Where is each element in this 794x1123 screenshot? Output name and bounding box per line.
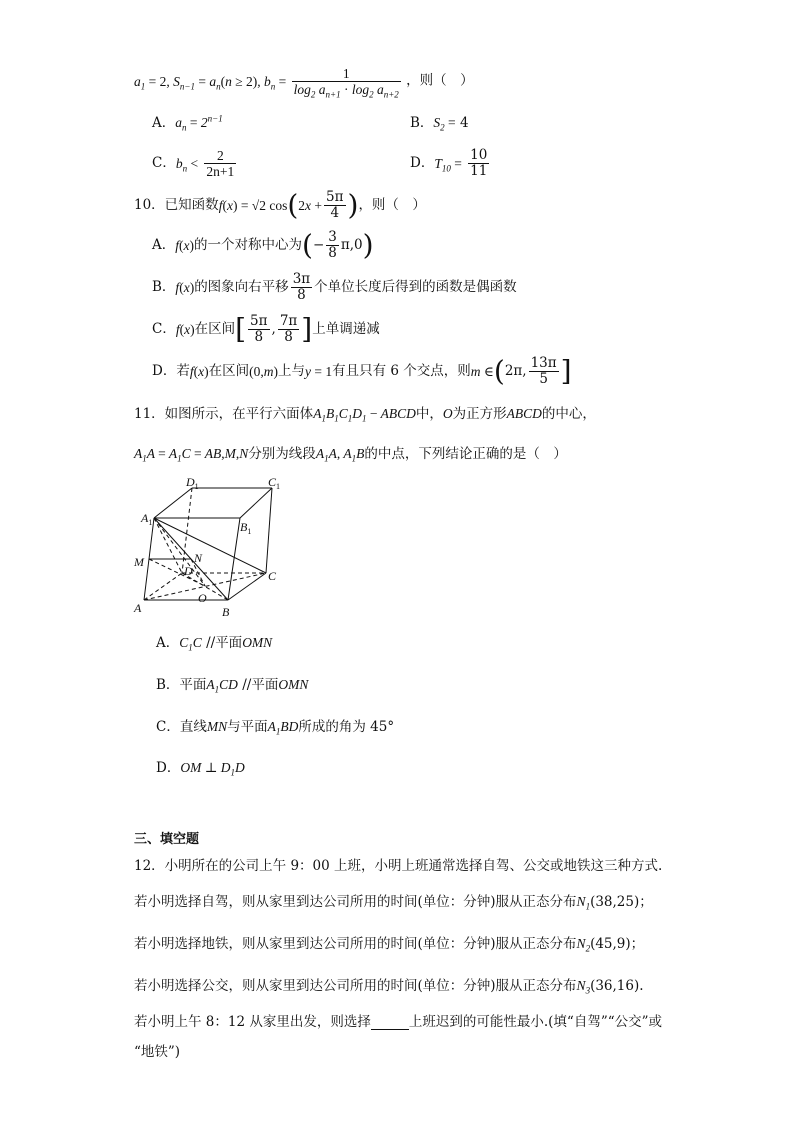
label-d1: $D_1$ [186, 478, 199, 491]
q10-option-d[interactable]: D．若f(x)在区间(0,m)上与y = 1有且只有 6 个交点，则m ∈(2π, $\frac{13\pi}{5}$ ] [152, 354, 572, 388]
q9-option-a[interactable]: A．$a_n = 2^{n-1}$ [152, 113, 223, 133]
q9-option-d[interactable]: D．$T_{10}$ = $\frac{10}{11}$ [410, 147, 488, 179]
q10-stem: 10．已知函数f(x) = √2 cos(2x + $\frac{5\pi}{4}$ )，则（ ） [134, 188, 426, 222]
q10-option-c[interactable]: C．f(x)在区间[ $\frac{5\pi}{8}$ , $\frac{7\pi}{8}$ ]上单调递减 [152, 312, 380, 346]
label-n: N [194, 551, 203, 565]
label-o: O [198, 591, 207, 605]
q9-option-c[interactable]: C．$b_n$ < $\frac{2}{2n+1}$ [152, 148, 235, 179]
q12-line3: 若小明选择地铁，则从家里到达公司所用的时间(单位：分钟)服从正态分布$N_2(45,9)$； [134, 936, 645, 954]
q10-option-b[interactable]: B．f(x)的图象向右平移 $\frac{3\pi}{8}$ 个单位长度后得到的函数是偶函数 [152, 271, 517, 303]
q9-stem: $a_1 = 2$, $S_{n-1} = a_n(n \ge 2)$, $b_n$ = $\frac{1}{\log_2 a_{n+1} \cdot \log_2 a_{n+2}}$ ，则（ ） [134, 66, 474, 100]
answer-blank[interactable] [371, 1017, 409, 1030]
edge-c1-b1 [240, 488, 272, 518]
edge-a1-d1 [154, 488, 192, 518]
q11-stem-line1: 11．如图所示，在平行六面体$A_1B_1C_1D_1$ − ABCD中，O为正方形ABCD的中心， [134, 406, 596, 424]
q11-option-a[interactable]: A．$C_1C$ //平面OMN [156, 635, 273, 653]
label-a: A [134, 601, 142, 615]
q9-option-b[interactable]: B．$S_2 = 4$ [410, 115, 469, 133]
q11-option-d[interactable]: D．OM ⊥ $D_1D$ [156, 760, 245, 778]
parallelepiped-figure [130, 478, 290, 623]
q12-line6: “地铁”) [134, 1044, 181, 1060]
label-a1: $A_1$ [141, 511, 153, 527]
label-b: B [222, 605, 230, 619]
q11-option-b[interactable]: B．平面$A_1CD$ //平面OMN [156, 677, 309, 695]
label-b1: $B_1$ [240, 520, 252, 536]
q12-line5: 若小明上午 8：12 从家里出发，则选择 上班迟到的可能性最小.(填“自驾”“公交”或 [134, 1014, 663, 1030]
q11-option-c[interactable]: C．直线MN与平面$A_1BD$所成的角为 45° [156, 719, 395, 737]
section-heading: 三、填空题 [134, 832, 200, 847]
q12-line1: 12．小明所在的公司上午 9：00 上班，小明上班通常选择自驾、公交或地铁这三种方式. [134, 858, 663, 874]
q11-stem-line2: $A_1A = A_1C = AB,M,N$分别为线段$A_1A$, $A_1B$的中点，下列结论正确的是（ ） [134, 446, 567, 464]
q10-option-a[interactable]: A．f(x)的一个对称中心为(− $\frac{3}{8}$ π,0) [152, 228, 374, 262]
label-d: D [184, 564, 193, 578]
label-c: C [268, 569, 277, 583]
label-c1: $C_1$ [268, 478, 281, 491]
edge-a-d [144, 573, 182, 600]
edge-c1-c [266, 488, 272, 573]
q12-line4: 若小明选择公交，则从家里到达公司所用的时间(单位：分钟)服从正态分布$N_3(36,16)$. [134, 978, 644, 996]
label-m: M [134, 555, 144, 569]
segment-a1-d [154, 518, 182, 573]
edge-d1-d [182, 488, 192, 573]
q9-stem-tail: ，则（ ） [406, 72, 474, 89]
q12-line2: 若小明选择自驾，则从家里到达公司所用的时间(单位：分钟)服从正态分布$N_1(38,25)$； [134, 894, 653, 912]
